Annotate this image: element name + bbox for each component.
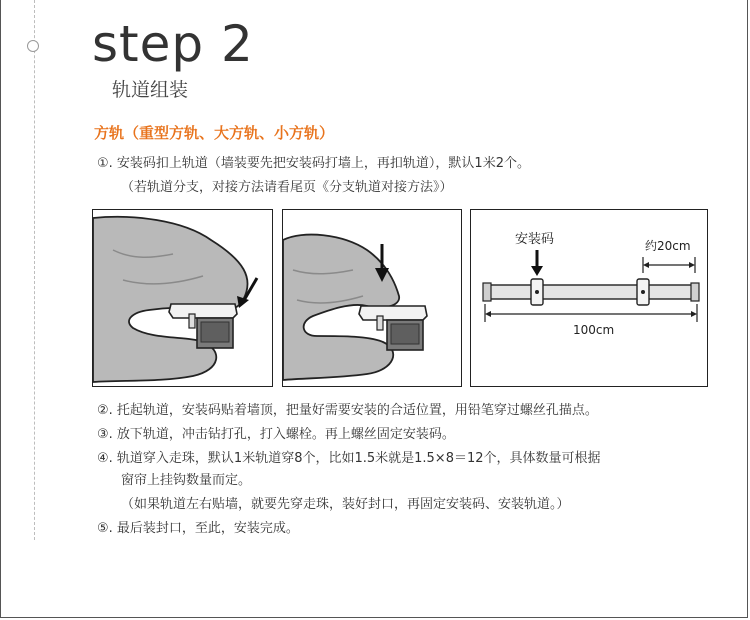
spacing-arrow-left [643,262,649,268]
illustration-panel-1 [92,209,273,387]
mount-screw [189,314,195,328]
section-heading: 方轨（重型方轨、大方轨、小方轨） [94,124,335,142]
note-line-1: ①. 安装码扣上轨道（墙装要先把安装码打墙上，再扣轨道），默认1米2个。 [97,156,530,171]
timeline-dot [27,40,39,52]
length-arrow-left [485,311,491,317]
rail-end-right [691,283,699,301]
hand-press-illustration [283,210,462,387]
mount-arrow-head [531,266,543,276]
mount-label: 安装码 [515,232,555,247]
rail-inner [201,322,229,342]
spacing-diagram-svg [471,210,708,387]
rail-spacing-diagram [470,209,708,387]
step-line-3: ③. 放下轨道，冲击钻打孔，打入螺栓。再上螺丝固定安装码。 [97,427,455,442]
mount-piece-2 [359,306,427,320]
step-line-4-cont: 窗帘上挂钩数量而定。 [121,473,252,488]
note-line-2: （若轨道分支，对接方法请看尾页《分支轨道对接方法》） [121,180,453,195]
hand-clip-illustration [93,210,273,387]
step-line-4: ④. 轨道穿入走珠，默认1米轨道穿8个，比如1.5米就是1.5×8＝12个，具体数量可根据 [97,451,601,466]
rail-bar [487,285,695,299]
mount-screw-2 [377,316,383,330]
mount-piece [169,304,237,318]
mount-right-hole [641,290,645,294]
spacing-label: 约20cm [645,239,691,253]
rail-inner-2 [391,324,419,344]
length-label: 100cm [573,323,615,337]
spacing-arrow-right [689,262,695,268]
step-line-5: ⑤. 最后装封口，至此，安装完成。 [97,521,299,536]
illustration-panel-2 [282,209,462,387]
hand-shape [93,217,248,382]
step-line-4-note: （如果轨道左右贴墙，就要先穿走珠，装好封口，再固定安装码、安装轨道。） [121,497,570,512]
step-line-2: ②. 托起轨道，安装码贴着墙顶，把量好需要安装的合适位置，用铅笔穿过螺丝孔描点。 [97,403,598,418]
timeline-line [34,0,35,540]
step-subtitle: 轨道组装 [112,79,189,101]
step-title: step 2 [92,15,254,73]
mount-left-hole [535,290,539,294]
length-arrow-right [691,311,697,317]
rail-end-left [483,283,491,301]
